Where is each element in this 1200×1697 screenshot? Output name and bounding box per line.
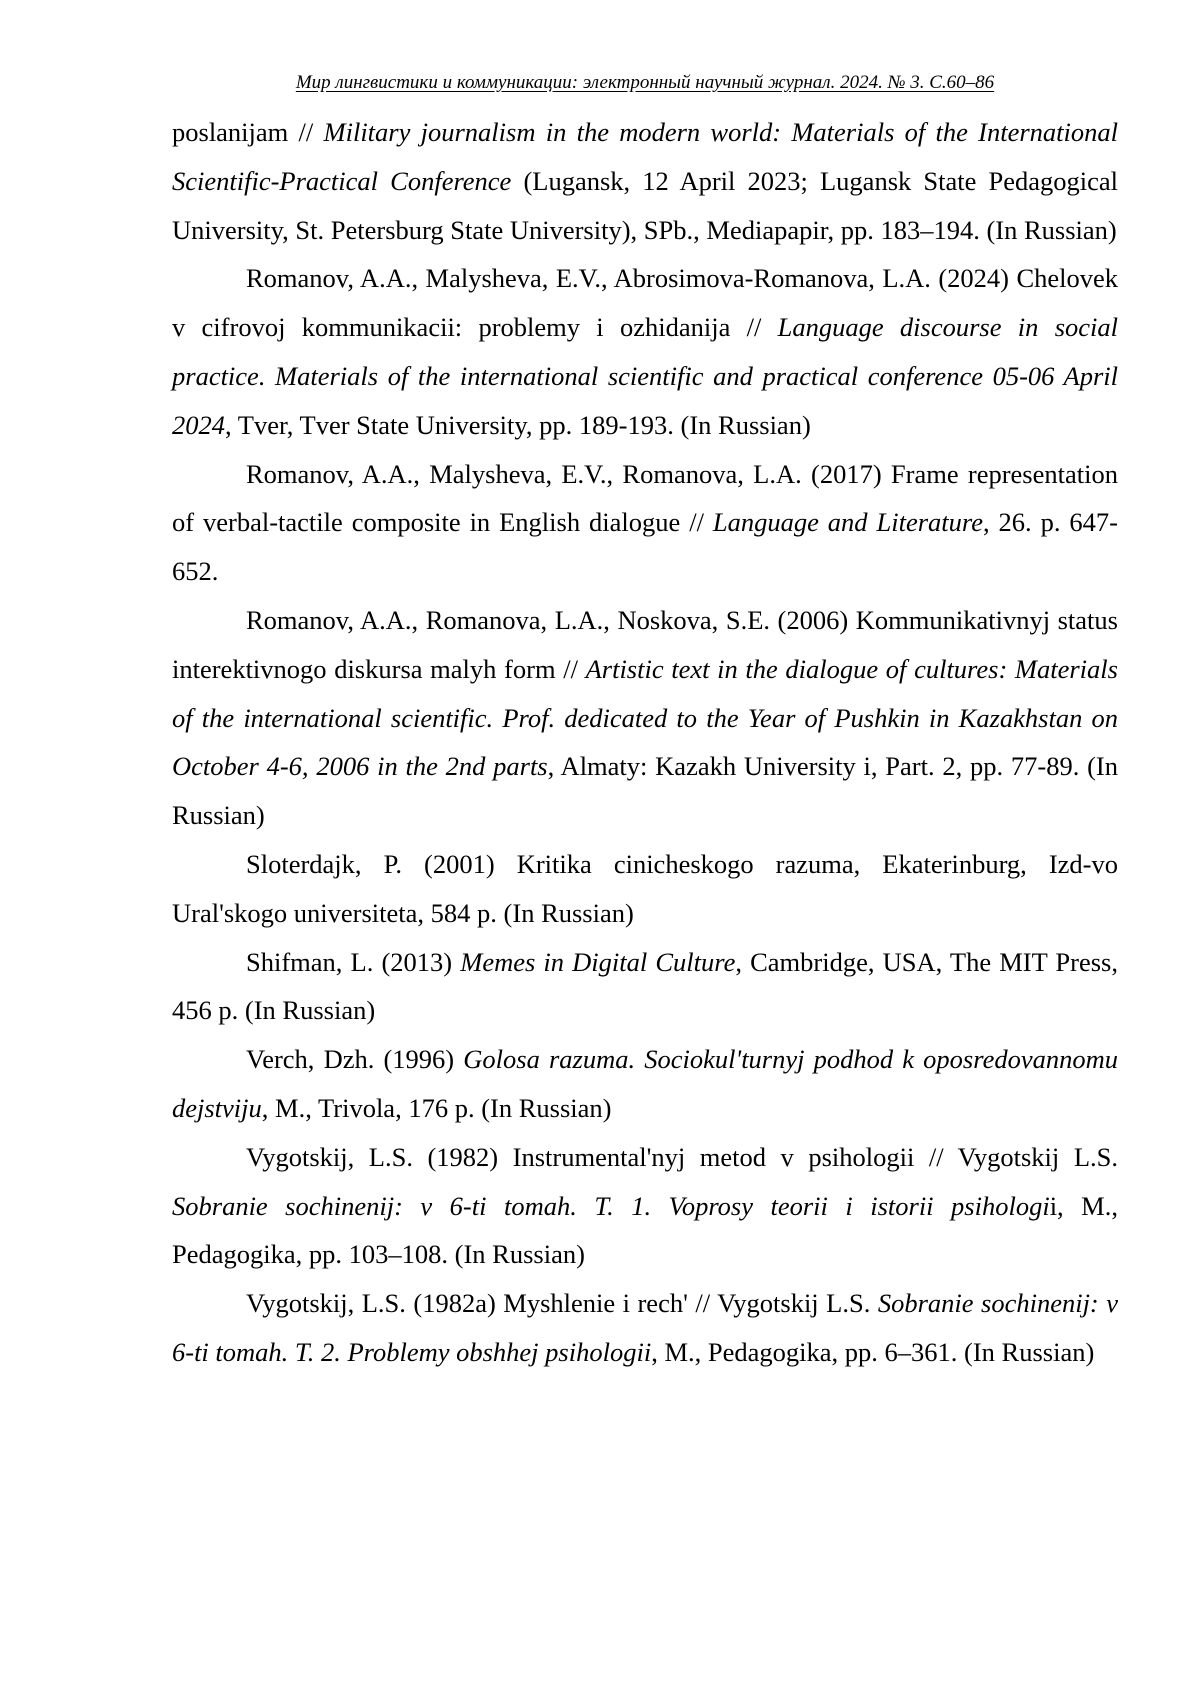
reference-item — [172, 938, 1118, 1036]
reference-text: Romanov, A.A., Malysheva, E.V., Romanova, L.A. (2017) Frame representation of verbal-tactile composite in English dialogue // — [172, 459, 1118, 538]
reference-text: Vygotskij, L.S. (1982) Instrumental'nyj metod v psihologii // Vygotskij L.S. — [246, 1142, 1118, 1172]
reference-source-title: Sobranie sochinenij: v 6-ti tomah. T. 1. Voprosy teorii i istorii psihologi — [172, 1191, 1050, 1221]
reference-text: , Tver, Tver State University, pp. 189-193. (In Russian) — [225, 410, 811, 440]
reference-text: Sloterdajk, P. (2001) Kritika cinicheskogo razuma, Ekaterinburg, Izd-vo Ural'skogo universiteta, 584 p. (In Russian) — [172, 849, 1118, 928]
reference-text: Shifman, L. (2013) — [246, 947, 460, 977]
reference-item — [172, 108, 1118, 254]
reference-text: , M., Pedagogika, pp. 6–361. (In Russian) — [651, 1337, 1094, 1367]
reference-text: Verch, Dzh. (1996) — [246, 1044, 463, 1074]
reference-text: Vygotskij, L.S. (1982a) Myshlenie i rech' // Vygotskij L.S. — [246, 1288, 878, 1318]
reference-item — [172, 596, 1118, 840]
reference-source-title: Military journalism in the modern world: Materials of the International Scientific-Practical Conference — [172, 117, 1118, 196]
reference-item — [172, 254, 1118, 449]
reference-item — [172, 1279, 1118, 1377]
reference-source-title: Golosa razuma. Sociokul'turnyj podhod k oposredovannomu dejstviju — [172, 1044, 1118, 1123]
reference-source-title: Memes in Digital Culture — [460, 947, 735, 977]
reference-text: , Almaty: Kazakh University i, Part. 2, pp. 77-89. (In Russian) — [172, 751, 1118, 830]
reference-source-title: Language discourse in social practice. Materials of the international scientific and practical conference 05-06 April 2024 — [172, 312, 1118, 440]
reference-text: , Cambridge, USA, The MIT Press, 456 p. (In Russian) — [172, 947, 1118, 1026]
reference-text: (Lugansk, 12 April 2023; Lugansk State Pedagogical University, St. Petersburg State University), SPb., Mediapapir, pp. 183–194. (In Russian) — [172, 166, 1118, 245]
reference-text: i, M., Pedagogika, pp. 103–108. (In Russian) — [172, 1191, 1118, 1270]
reference-text: Romanov, A.A., Romanova, L.A., Noskova, S.E. (2006) Kommunikativnyj status interektivnogo diskursa malyh form // — [172, 605, 1118, 684]
reference-source-title: Sobranie sochinenij: v 6-ti tomah. T. 2. Problemy obshhej psihologii — [172, 1288, 1118, 1367]
reference-item — [172, 1035, 1118, 1133]
reference-text: , M., Trivola, 176 p. (In Russian) — [262, 1093, 612, 1123]
reference-text: , 26. p. 647-652. — [172, 507, 1118, 586]
reference-item — [172, 1133, 1118, 1279]
reference-text: poslanijam // — [172, 117, 324, 147]
document-page — [0, 0, 1200, 1697]
reference-list — [172, 108, 1118, 1377]
reference-source-title: Artistic text in the dialogue of cultures: Materials of the international scientific. Prof. dedicated to the Year of Pushkin in Kazakhstan on October 4-6, 2006 in the 2nd parts — [172, 654, 1118, 782]
reference-item — [172, 450, 1118, 596]
reference-item — [172, 840, 1118, 938]
reference-text: Romanov, A.A., Malysheva, E.V., Abrosimova-Romanova, L.A. (2024) Chelovek v cifrovoj kommunikacii: problemy i ozhidanija // — [172, 263, 1118, 342]
running-header: Мир лингвистики и коммуникации: электронный научный журнал. 2024. № 3. С.60–86 — [172, 71, 1118, 95]
reference-source-title: Language and Literature — [713, 507, 983, 537]
